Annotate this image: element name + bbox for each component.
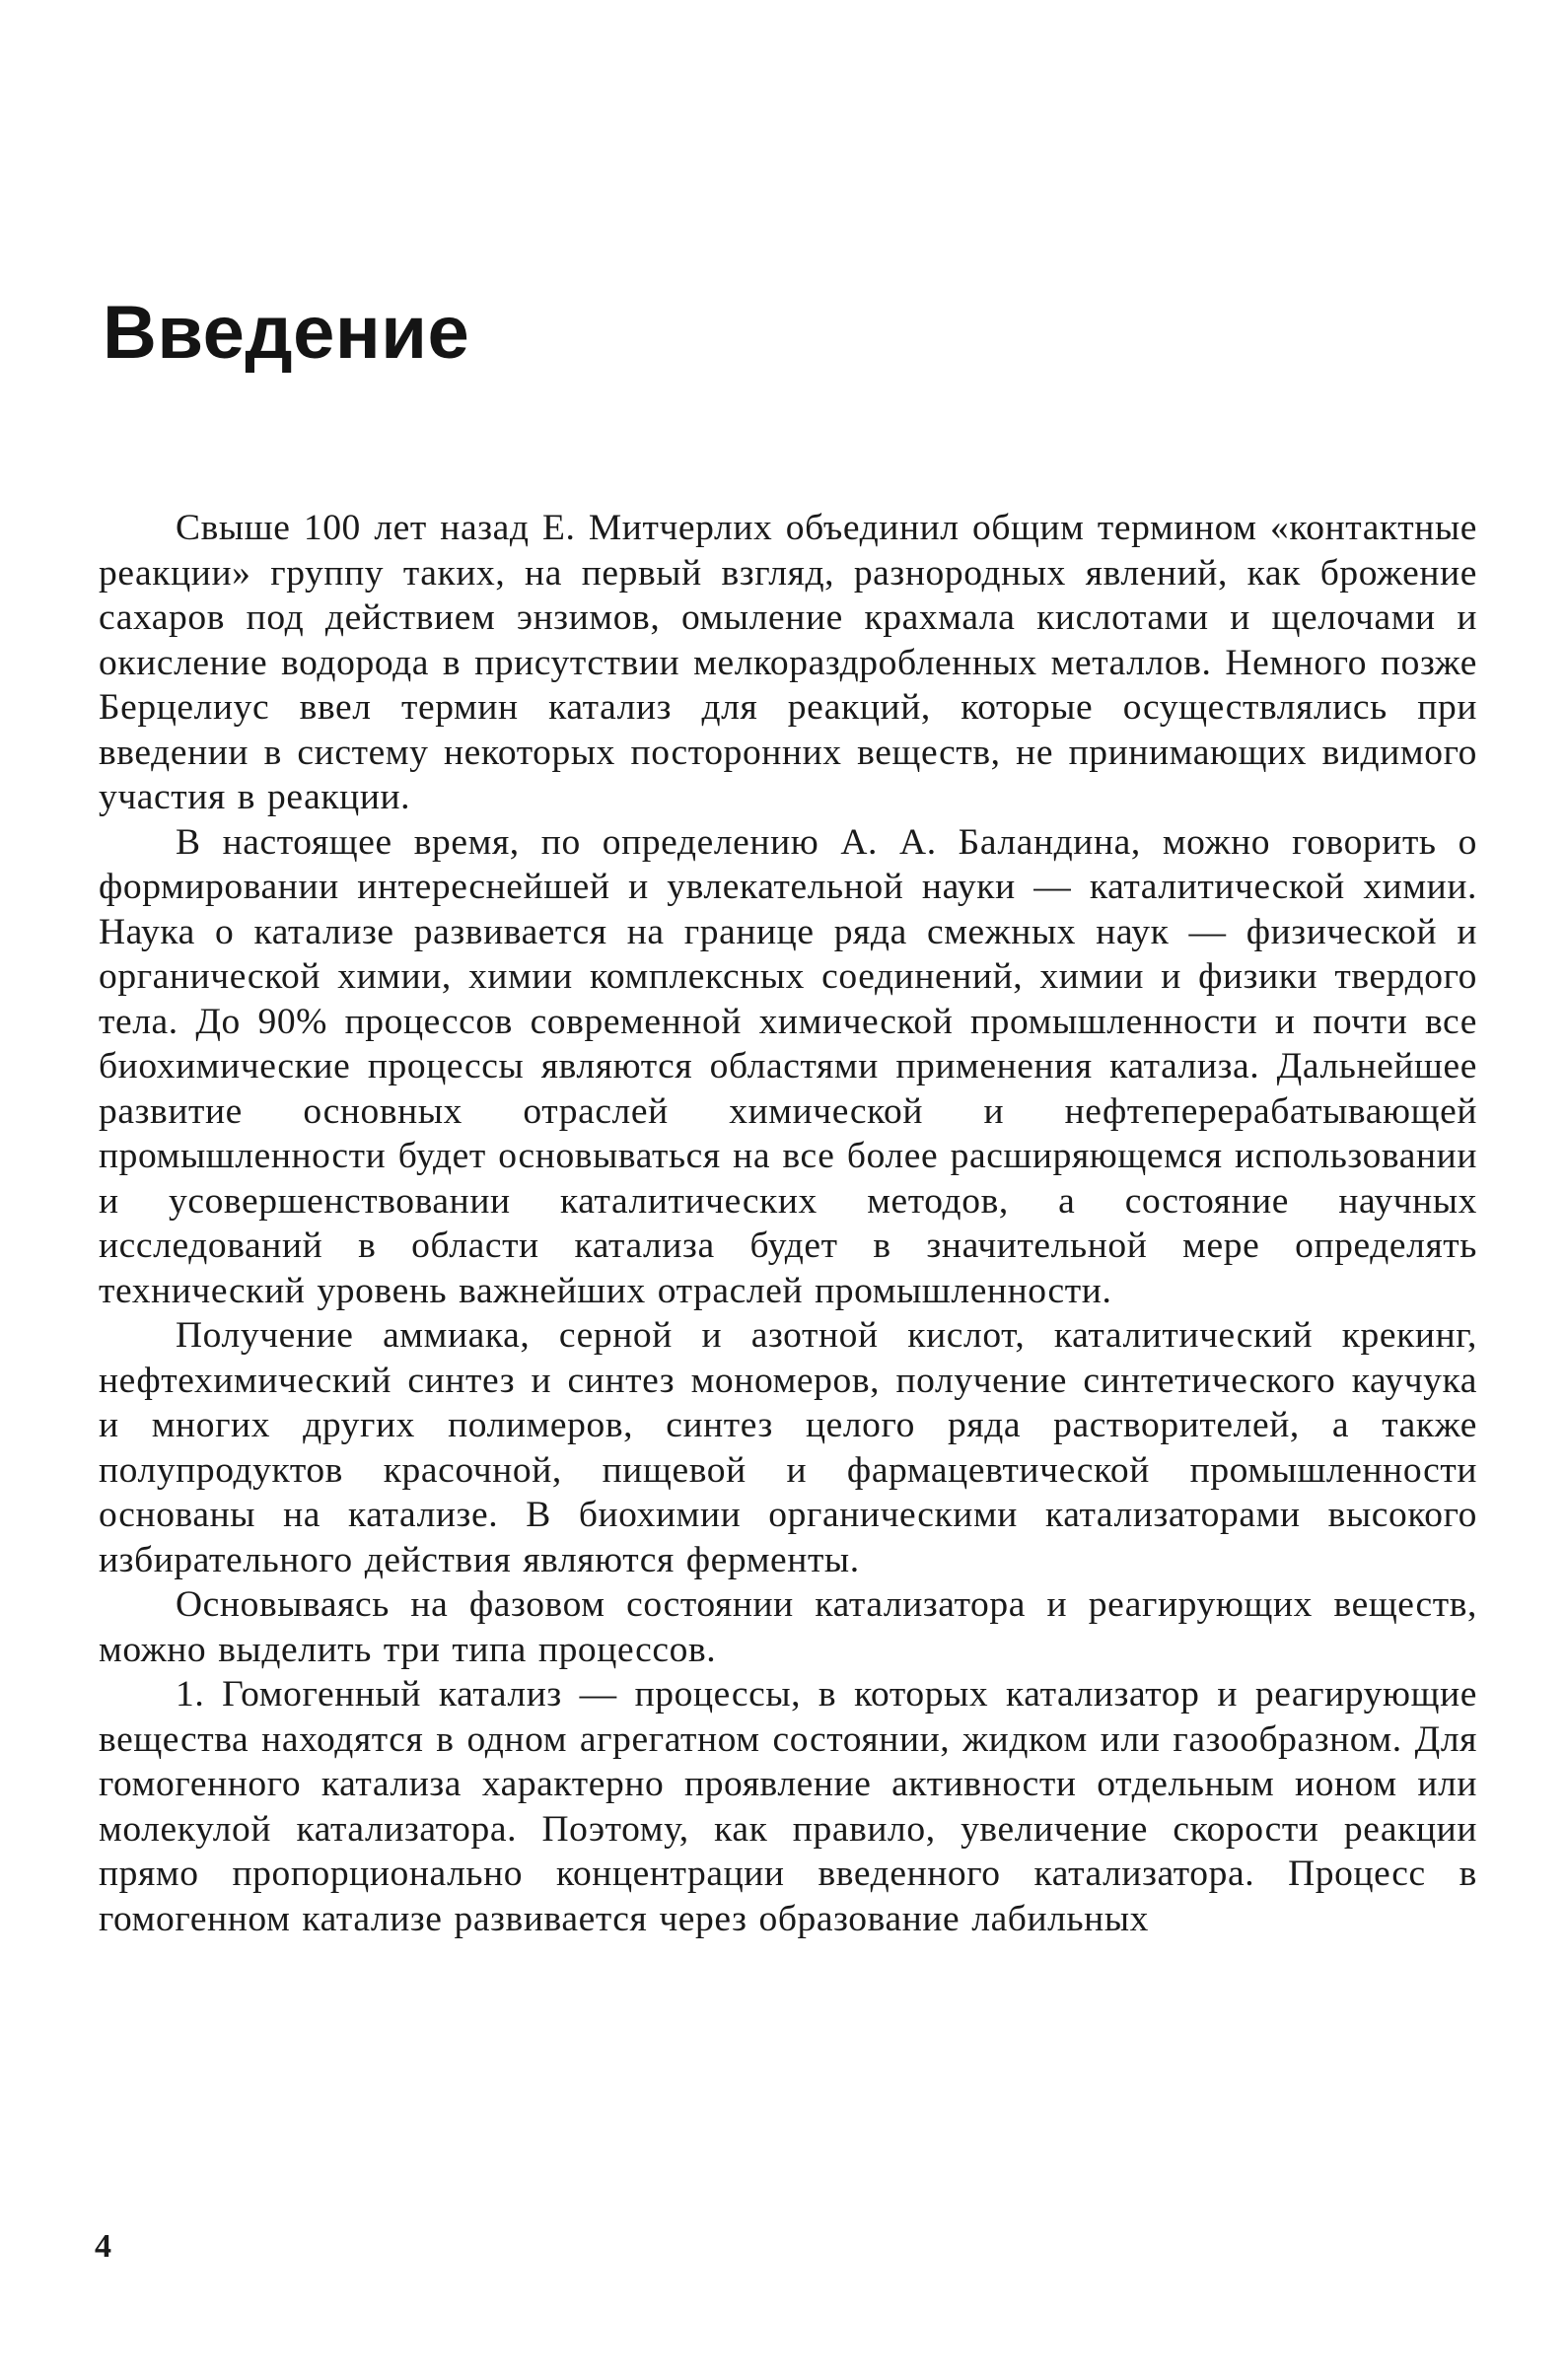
paragraph-applications: Получение аммиака, серной и азотной кислот, каталитический крекинг, нефтехимический синтез и синтез мономеров, получение синтетического каучука и многих других полимеров, синтез целого ряда растворителей, а также полупродуктов красочной, пищевой и фармацевтической промышленности основаны на катализе. В биохимии органическими катализаторами высокого избирательного действия являются ферменты. xyxy=(99,1315,1477,1580)
paragraph-process-types: Основываясь на фазовом состоянии катализатора и реагирующих веществ, можно выделить три типа процессов. xyxy=(99,1584,1477,1670)
chapter-title: Введение xyxy=(103,291,470,375)
paragraph-history: Свыше 100 лет назад Е. Митчерлих объединил общим термином «контактные реакции» группу таких, на первый взгляд, разнородных явлений, как брожение сахаров под действием энзимов, омыление крахмала кислотами и щелочами и окисление водорода в присутствии мелкораздробленных металлов. Немного позже Берцелиус ввел термин катализ для реакций, которые осуществлялись при введении в систему некоторых посторонних веществ, не принимающих видимого участия в реакции. xyxy=(99,508,1477,817)
paragraph-homogeneous: 1. Гомогенный катализ — процессы, в которых катализатор и реагирующие вещества находятся в одном агрегатном состоянии, жидком или газообразном. Для гомогенного катализа характерно проявление активности отдельным ионом или молекулой катализатора. Поэтому, как правило, увеличение скорости реакции прямо пропорционально концентрации введенного катализатора. Процесс в гомогенном катализе развивается через образование лабильных xyxy=(99,1674,1477,1939)
page-number: 4 xyxy=(95,2228,111,2265)
paragraph-modern-catalysis: В настоящее время, по определению А. А. Баландина, можно говорить о формировании интереснейшей и увлекательной науки — каталитической химии. Наука о катализе развивается на границе ряда смежных наук — физической и органической химии, химии комплексных соединений, химии и физики твердого тела. До 90% процессов современной химической промышленности и почти все биохимические процессы являются областями применения катализа. Дальнейшее развитие основных отраслей химической и нефтеперерабатывающей промышленности будет основываться на все более расширяющемся использовании и усовершенствовании каталитических методов, а состояние научных исследований в области катализа будет в значительной мере определять технический уровень важнейших отраслей промышленности. xyxy=(99,821,1477,1311)
body-text xyxy=(99,506,1477,1941)
